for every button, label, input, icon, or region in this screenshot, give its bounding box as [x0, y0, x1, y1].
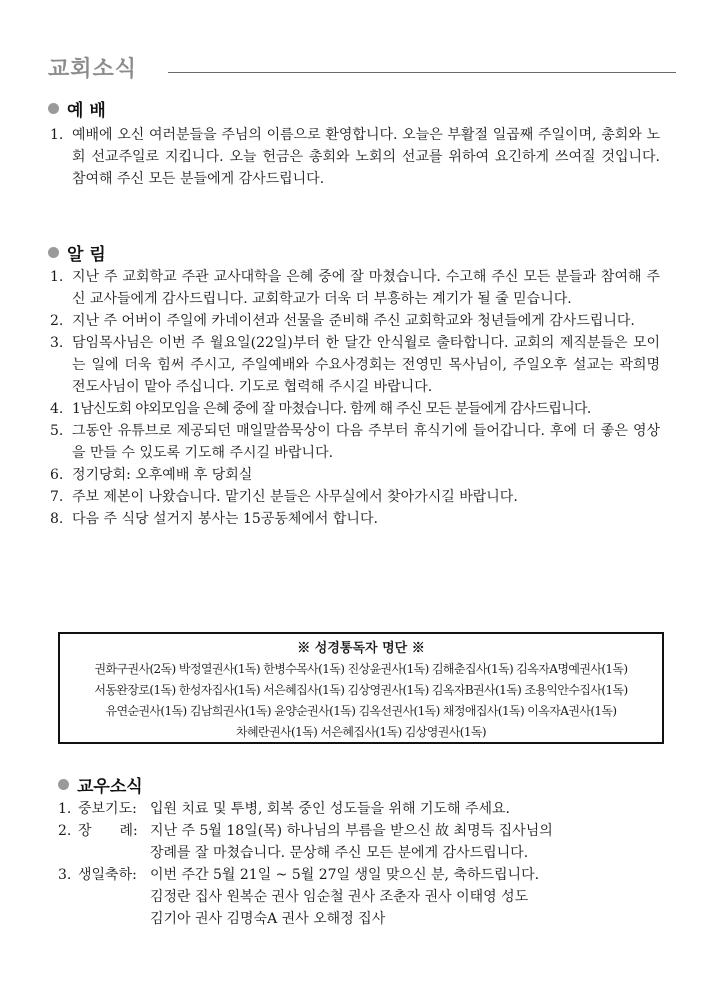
list-item — [50, 508, 660, 530]
page-title: 교회소식 — [48, 57, 138, 82]
page-header — [48, 52, 676, 88]
reader-line: 차혜란권사(1독) 서은혜집사(1독) 김상영권사(1독) — [236, 725, 486, 739]
item-text: 다음 주 식당 설거지 봉사는 15공동체에서 합니다. — [72, 511, 378, 527]
item-label: 생일축하: — [78, 867, 137, 883]
section-title: 알 림 — [67, 245, 106, 265]
item-text: 이번 주간 5월 21일 ~ 5월 27일 생일 맞으신 분, 축하드립니다. — [150, 867, 540, 883]
section-title: 예 배 — [67, 101, 106, 121]
item-number: 7. — [50, 489, 64, 505]
list-item — [50, 332, 660, 398]
item-text: 김정란 집사 원복순 권사 임순철 권사 조춘자 권사 이태영 성도 — [150, 889, 529, 905]
list-item — [50, 266, 660, 310]
item-number: 6. — [50, 467, 64, 483]
section-title: 교우소식 — [77, 777, 143, 797]
item-number: 5. — [50, 423, 64, 439]
item-text: 지난 주 어버이 주일에 카네이션과 선물을 준비해 주신 교회학교와 청년들에게 감사드립니다. — [72, 313, 635, 329]
section-heading-members — [58, 772, 143, 797]
header-divider — [168, 72, 676, 73]
item-number: 4. — [50, 401, 64, 417]
item-text: 장례를 잘 마쳤습니다. 문상해 주신 모든 분에게 감사드립니다. — [150, 845, 529, 861]
item-number: 2. — [58, 823, 72, 839]
bullet-icon — [48, 103, 59, 114]
item-text: 주보 제본이 나왔습니다. 맡기신 분들은 사무실에서 찾아가시길 바랍니다. — [72, 489, 518, 505]
section-heading-worship — [48, 96, 106, 121]
worship-list — [50, 124, 660, 190]
item-text: 1남신도회 야외모임을 은혜 중에 잘 마쳤습니다. 함께 해 주신 모든 분들에게 감사드립니다. — [72, 401, 591, 417]
list-item — [50, 464, 660, 486]
item-number: 2. — [50, 313, 64, 329]
item-number: 3. — [58, 867, 72, 883]
list-item — [50, 310, 660, 332]
reader-line: 서동완장로(1독) 한성자집사(1독) 서은혜집사(1독) 김상영권사(1독) 김옥자B권사(1독) 조용익안수집사(1독) — [94, 683, 628, 697]
list-item — [58, 820, 668, 864]
item-number: 1. — [50, 269, 64, 285]
item-label: 장 례: — [78, 823, 138, 839]
item-text: 담임목사님은 이번 주 월요일(22일)부터 한 달간 안식월로 출타합니다. 교회의 제직분들은 모이는 일에 더욱 힘써 주시고, 주일예배와 수요사경회는 전영민 목사님이, 주일오후 설교는 곽희명 전도사님이 맡아 주십니다. 기도로 협력해 주시길 바랍니다. — [72, 335, 660, 395]
members-list — [58, 798, 668, 930]
list-item — [50, 124, 660, 190]
list-item — [58, 798, 668, 820]
item-text: 지난 주 5월 18일(목) 하나님의 부름을 받으신 故 최명득 집사님의 — [150, 823, 553, 839]
list-item — [58, 864, 668, 930]
item-text: 예배에 오신 여러분들을 주님의 이름으로 환영합니다. 오늘은 부활절 일곱째 주일이며, 총회와 노회 선교주일로 지킵니다. 오늘 헌금은 총회와 노회의 선교를 위하여 요긴하게 쓰여질 것입니다. 참여해 주신 모든 분들에게 감사드립니다. — [72, 127, 660, 187]
list-item — [50, 398, 660, 420]
reader-line: 권화구권사(2독) 박정열권사(1독) 한병수목사(1독) 진상윤권사(1독) 김해춘집사(1독) 김옥자A명예권사(1독) — [94, 662, 628, 676]
bullet-icon — [48, 247, 59, 258]
item-text: 정기당회: 오후예배 후 당회실 — [72, 467, 253, 483]
item-text: 입원 치료 및 투병, 회복 중인 성도들을 위해 기도해 주세요. — [150, 801, 511, 817]
item-number: 1. — [50, 127, 64, 143]
item-label: 중보기도: — [78, 801, 137, 817]
box-title: ※ 성경통독자 명단 ※ — [297, 641, 425, 656]
bible-readers-box — [58, 632, 664, 744]
reader-line: 유연순권사(1독) 김남희권사(1독) 윤양순권사(1독) 김옥선권사(1독) 채정애집사(1독) 이옥자A권사(1독) — [105, 704, 617, 718]
list-item — [50, 486, 660, 508]
item-text: 그동안 유튜브로 제공되던 매일말씀묵상이 다음 주부터 휴식기에 들어갑니다. 후에 더 좋은 영상을 만들 수 있도록 기도해 주시길 바랍니다. — [72, 423, 660, 461]
item-number: 1. — [58, 801, 72, 817]
list-item — [50, 420, 660, 464]
bullet-icon — [58, 779, 69, 790]
item-text: 지난 주 교회학교 주관 교사대학을 은혜 중에 잘 마쳤습니다. 수고해 주신 모든 분들과 참여해 주신 교사들에게 감사드립니다. 교회학교가 더욱 더 부흥하는 계기가 될 줄 믿습니다. — [72, 269, 660, 307]
item-number: 3. — [50, 335, 64, 351]
notice-list — [50, 266, 660, 530]
section-heading-notice — [48, 240, 106, 265]
item-number: 8. — [50, 511, 64, 527]
item-text: 김기아 권사 김명숙A 권사 오해정 집사 — [150, 911, 386, 927]
